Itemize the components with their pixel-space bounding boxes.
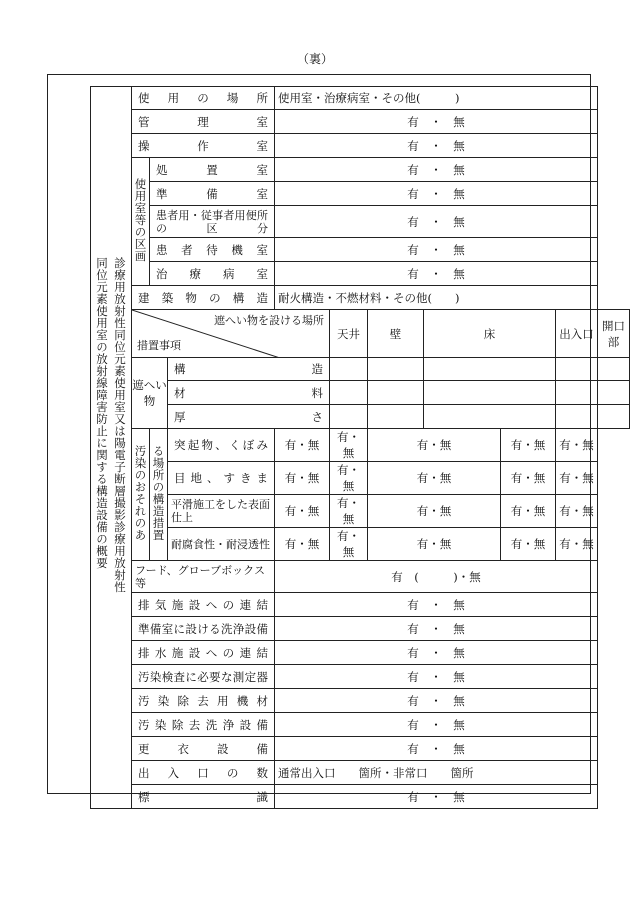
sousa-label: 操作室 [132,134,275,158]
deiriguchi-label: 出入口の数 [132,761,275,785]
hyoushiki-label: 標識 [132,785,275,809]
use-place-value: 使用室・治療病室・その他( ) [275,87,598,110]
kukaku-item: 準備室 [150,182,275,206]
kanri-value: 有 ・ 無 [275,110,598,134]
blank-cell[interactable] [598,405,630,429]
facility-row-label: 排水施設への連結 [132,641,275,665]
facility-row-value: 有 ・ 無 [275,665,598,689]
ari-nashi: 有・無 [556,495,598,528]
facility-row-label: 汚染除去用機材 [132,689,275,713]
col-header: 床 [424,310,556,358]
ari-nashi: 有・無 [330,495,368,528]
osen-item: 目地、すきま [168,462,275,495]
hood-label: フード、グローブボックス等 [132,561,275,593]
osen-item: 平滑施工をした表面仕上 [168,495,275,528]
use-place-label: 使用の場所 [132,87,275,110]
ari-nashi: 有・無 [275,495,330,528]
blank-cell[interactable] [368,358,424,381]
outer-label-col1: 診療用放射性同位元素使用室又は陽電子断層撮影診療用放射性 [113,257,127,593]
kukaku-item: 治療病室 [150,262,275,286]
facility-row-value: 有 ・ 無 [275,689,598,713]
blank-cell[interactable] [424,381,556,405]
ari-nashi: 有・無 [368,528,501,561]
kukaku-item: 処置室 [150,158,275,182]
ari-nashi: 有・無 [501,495,556,528]
facility-row-value: 有 ・ 無 [275,593,598,617]
facility-row-value: 有 ・ 無 [275,617,598,641]
ari-nashi: 有・無 [275,528,330,561]
kukaku-value: 有 ・ 無 [275,158,598,182]
facility-row-value: 有 ・ 無 [275,713,598,737]
blank-cell[interactable] [556,358,598,381]
facility-row-label: 排気施設への連結 [132,593,275,617]
kukaku-value: 有 ・ 無 [275,238,598,262]
hyoushiki-value: 有 ・ 無 [275,785,598,809]
blank-cell[interactable] [556,405,598,429]
ari-nashi: 有・無 [275,429,330,462]
shahei-label: 遮へい物 [132,358,168,429]
ari-nashi: 有・無 [368,495,501,528]
kukaku-item: 患者待機室 [150,238,275,262]
blank-cell[interactable] [598,358,630,381]
kukaku-label: 使用室等の区画 [133,178,148,262]
hood-value: 有 ( )・無 [275,561,598,593]
diagonal-header-cell [132,310,330,358]
kanri-label: 管理室 [132,110,275,134]
kenchiku-value: 耐火構造・不燃材料・その他( ) [275,286,598,310]
kukaku-value: 有 ・ 無 [275,206,598,238]
facility-row-label: 更衣設備 [132,737,275,761]
blank-cell[interactable] [556,381,598,405]
facility-row-value: 有 ・ 無 [275,737,598,761]
shahei-item: 厚さ [168,405,330,429]
deiriguchi-value: 通常出入口 箇所・非常口 箇所 [275,761,598,785]
facility-row-label: 準備室に設ける洗浄設備 [132,617,275,641]
ari-nashi: 有・無 [556,429,598,462]
osen-item: 突起物、くぼみ [168,429,275,462]
blank-cell[interactable] [368,405,424,429]
shahei-item: 材料 [168,381,330,405]
ari-nashi: 有・無 [275,462,330,495]
col-header: 開口部 [598,310,630,358]
diag-bottom-label: 措置事項 [137,339,181,352]
kukaku-item: 患者用・従事者用便所の区分 [150,206,275,238]
page-side-label: （裏） [296,52,333,66]
col-header: 出入口 [556,310,598,358]
ari-nashi: 有・無 [368,429,501,462]
shahei-item: 構造 [168,358,330,381]
ari-nashi: 有・無 [330,528,368,561]
blank-cell[interactable] [424,405,556,429]
facility-structure-table [90,86,630,809]
osen-label-a: 汚染のおそれのあ [133,445,148,541]
ari-nashi: 有・無 [501,528,556,561]
ari-nashi: 有・無 [368,462,501,495]
blank-cell[interactable] [598,381,630,405]
col-header: 天井 [330,310,368,358]
ari-nashi: 有・無 [556,528,598,561]
osen-label-b: る場所の構造措置 [151,445,166,541]
facility-row-label: 汚染除去洗浄設備 [132,713,275,737]
blank-cell[interactable] [368,381,424,405]
ari-nashi: 有・無 [330,429,368,462]
blank-cell[interactable] [330,381,368,405]
ari-nashi: 有・無 [501,462,556,495]
osen-item: 耐腐食性・耐浸透性 [168,528,275,561]
ari-nashi: 有・無 [330,462,368,495]
ari-nashi: 有・無 [556,462,598,495]
sousa-value: 有 ・ 無 [275,134,598,158]
ari-nashi: 有・無 [501,429,556,462]
col-header: 壁 [368,310,424,358]
facility-row-label: 汚染検査に必要な測定器 [132,665,275,689]
blank-cell[interactable] [330,405,368,429]
outer-label-cell [91,87,132,809]
outer-label-col2: 同位元素使用室の放射線障害防止に関する構造設備の概要 [95,257,109,569]
blank-cell[interactable] [330,358,368,381]
diag-top-label: 遮へい物を設ける場所 [214,314,324,327]
kukaku-value: 有 ・ 無 [275,262,598,286]
facility-row-value: 有 ・ 無 [275,641,598,665]
kenchiku-label: 建築物の構造 [132,286,275,310]
blank-cell[interactable] [424,358,556,381]
kukaku-value: 有 ・ 無 [275,182,598,206]
